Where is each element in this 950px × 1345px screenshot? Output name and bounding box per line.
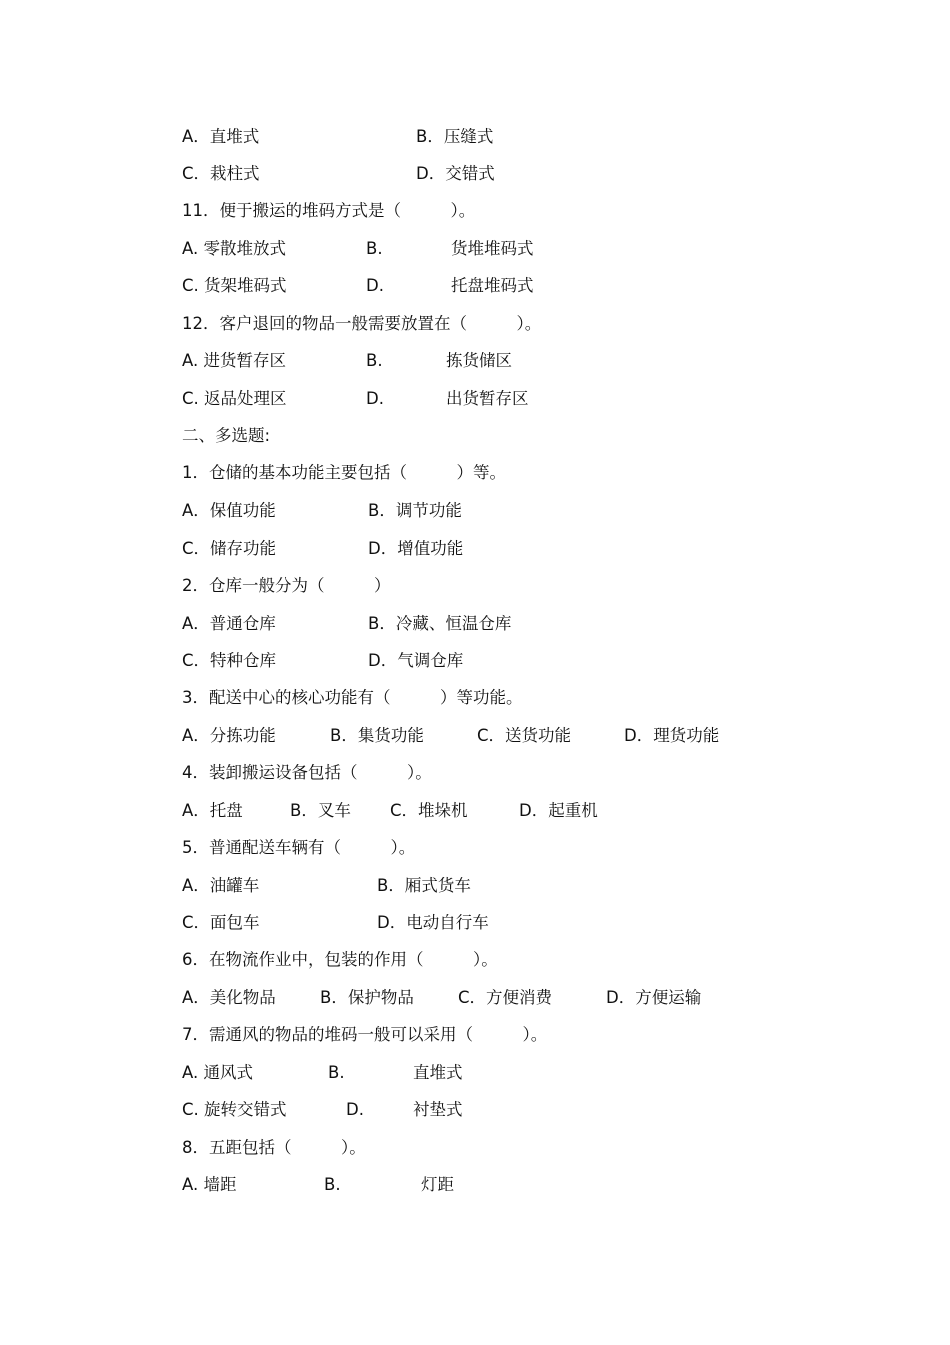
option-a: A．保值功能 — [182, 501, 276, 520]
option-c: C. 货架堆码式 — [182, 276, 287, 295]
option-b-letter: B. — [366, 239, 383, 258]
question-5: 5．普通配送车辆有（ ）。 — [182, 838, 416, 857]
option-c: C．方便消费 — [458, 988, 553, 1007]
option-line — [0, 650, 950, 687]
option-b: B．压缝式 — [416, 127, 494, 146]
question-line — [0, 949, 950, 986]
option-line — [0, 1062, 950, 1099]
option-a: A. 墙距 — [182, 1175, 237, 1194]
question-line — [0, 837, 950, 874]
option-d: D．气调仓库 — [368, 651, 464, 670]
option-line — [0, 500, 950, 537]
option-line — [0, 800, 950, 837]
option-b-letter: B. — [328, 1063, 345, 1082]
option-d-text: 衬垫式 — [413, 1100, 463, 1119]
option-b-text: 货堆堆码式 — [451, 239, 534, 258]
option-d: D．起重机 — [519, 801, 598, 820]
option-b-letter: B. — [324, 1175, 341, 1194]
option-line — [0, 912, 950, 949]
option-b: B．集货功能 — [330, 726, 424, 745]
option-d-letter: D. — [346, 1100, 364, 1119]
option-line — [0, 388, 950, 425]
option-d: D．电动自行车 — [377, 913, 489, 932]
question-line — [0, 462, 950, 499]
question-line — [0, 1137, 950, 1174]
option-b: B．调节功能 — [368, 501, 462, 520]
option-d: D．理货功能 — [624, 726, 720, 745]
option-line — [0, 1174, 950, 1211]
option-c: C. 旋转交错式 — [182, 1100, 287, 1119]
option-b-letter: B. — [366, 351, 383, 370]
option-line — [0, 538, 950, 575]
option-d: D．方便运输 — [606, 988, 702, 1007]
option-c: C．送货功能 — [477, 726, 572, 745]
option-a: A．直堆式 — [182, 127, 260, 146]
option-c: C．栽柱式 — [182, 164, 260, 183]
option-c: C．堆垛机 — [390, 801, 468, 820]
section-heading — [0, 425, 950, 462]
question-8: 8．五距包括（ ）。 — [182, 1138, 366, 1157]
question-4: 4．装卸搬运设备包括（ ）。 — [182, 763, 432, 782]
option-line — [0, 163, 950, 200]
option-a: A．普通仓库 — [182, 614, 276, 633]
option-line — [0, 238, 950, 275]
question-line — [0, 687, 950, 724]
question-line — [0, 575, 950, 612]
option-c: C．储存功能 — [182, 539, 277, 558]
section-title: 二、多选题: — [182, 426, 271, 445]
option-b: B．厢式货车 — [377, 876, 471, 895]
option-line — [0, 275, 950, 312]
option-b: B．冷藏、恒温仓库 — [368, 614, 512, 633]
option-b-text: 拣货储区 — [446, 351, 512, 370]
option-a: A．分拣功能 — [182, 726, 276, 745]
question-11: 11．便于搬运的堆码方式是（ ）。 — [182, 201, 476, 220]
option-line — [0, 1099, 950, 1136]
option-a: A．油罐车 — [182, 876, 260, 895]
option-b: B．保护物品 — [320, 988, 414, 1007]
question-6: 6．在物流作业中，包装的作用（ ）。 — [182, 950, 498, 969]
option-d-letter: D. — [366, 389, 384, 408]
question-3: 3．配送中心的核心功能有（ ）等功能。 — [182, 688, 523, 707]
option-line — [0, 725, 950, 762]
option-line — [0, 126, 950, 163]
question-1: 1．仓储的基本功能主要包括（ ）等。 — [182, 463, 506, 482]
option-a: A．托盘 — [182, 801, 243, 820]
option-d-letter: D. — [366, 276, 384, 295]
option-d-text: 托盘堆码式 — [451, 276, 534, 295]
question-line — [0, 762, 950, 799]
option-a: A. 进货暂存区 — [182, 351, 286, 370]
option-b-text: 灯距 — [421, 1175, 454, 1194]
question-line — [0, 200, 950, 237]
option-d-text: 出货暂存区 — [446, 389, 529, 408]
option-b-text: 直堆式 — [413, 1063, 463, 1082]
option-line — [0, 613, 950, 650]
option-line — [0, 350, 950, 387]
question-2: 2．仓库一般分为（ ） — [182, 576, 391, 595]
option-d: D．交错式 — [416, 164, 495, 183]
question-line — [0, 313, 950, 350]
option-a: A. 通风式 — [182, 1063, 253, 1082]
option-b: B．叉车 — [290, 801, 351, 820]
option-c: C．特种仓库 — [182, 651, 277, 670]
option-c: C．面包车 — [182, 913, 260, 932]
question-12: 12．客户退回的物品一般需要放置在（ ）。 — [182, 314, 542, 333]
option-a: A. 零散堆放式 — [182, 239, 286, 258]
option-line — [0, 987, 950, 1024]
option-a: A．美化物品 — [182, 988, 276, 1007]
option-c: C. 返品处理区 — [182, 389, 287, 408]
question-line — [0, 1024, 950, 1061]
option-line — [0, 875, 950, 912]
option-d: D．增值功能 — [368, 539, 464, 558]
question-7: 7．需通风的物品的堆码一般可以采用（ ）。 — [182, 1025, 548, 1044]
